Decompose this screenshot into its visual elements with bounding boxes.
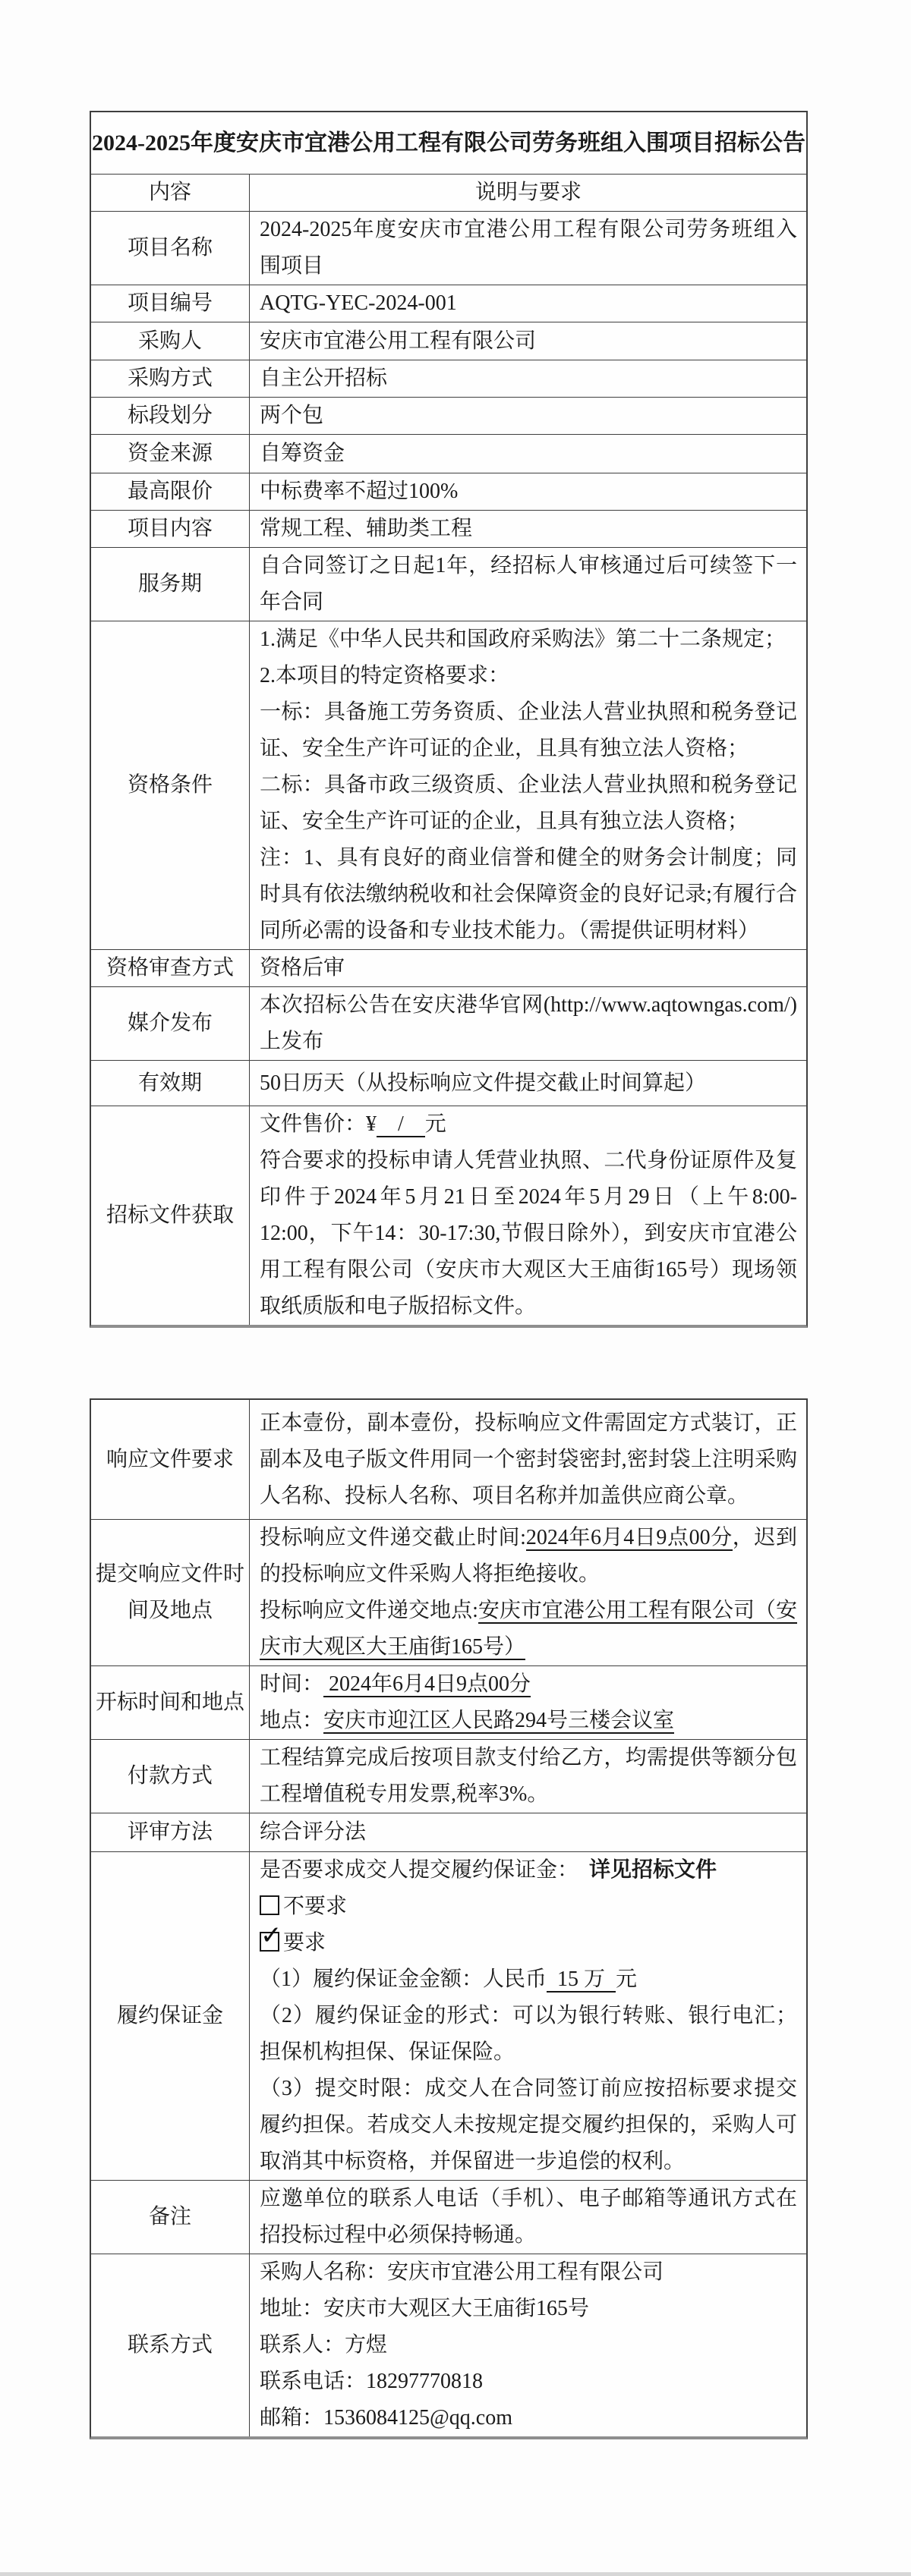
- table-row: [91, 360, 806, 397]
- row-content: [250, 322, 806, 360]
- paragraph: [260, 436, 797, 472]
- paragraph: [260, 2327, 797, 2364]
- page-bottom-edge: [0, 2572, 911, 2576]
- row-content: [250, 2181, 806, 2254]
- table-row: [91, 1060, 806, 1106]
- paragraph: [260, 987, 797, 1060]
- row-label: 最高限价: [91, 473, 250, 510]
- table-row: [91, 1739, 806, 1813]
- row-label: 付款方式: [91, 1740, 250, 1813]
- text: 投标响应文件递交地点:: [260, 1599, 478, 1622]
- paragraph: [260, 360, 797, 397]
- document-title: 2024-2025年度安庆市宜港公用工程有限公司劳务班组入围项目招标公告: [92, 130, 805, 156]
- row-content: [250, 398, 806, 434]
- row-label: 服务期: [91, 548, 250, 621]
- response-requirements-table: [90, 1398, 808, 2439]
- paragraph: [260, 1143, 797, 1325]
- paragraph: [260, 1961, 797, 1998]
- paragraph: [260, 1920, 797, 1961]
- row-content: [250, 1061, 806, 1106]
- row-content: [250, 1852, 806, 2180]
- text: （2）履约保证金的形式：可以为银行转账、银行电汇；担保机构担保、保证保险。: [260, 2004, 797, 2064]
- checkbox-checked-icon: [260, 1920, 282, 1952]
- table-row: [91, 434, 806, 473]
- text: 地址：安庆市大观区大王庙街165号: [260, 2297, 590, 2320]
- paragraph: [260, 2071, 797, 2180]
- row-content: [250, 2254, 806, 2436]
- row-label: 履约保证金: [91, 1852, 250, 2180]
- table-row: [91, 986, 806, 1060]
- text: 2.本项目的特定资格要求：: [260, 664, 510, 687]
- paragraph: [260, 1998, 797, 2071]
- row-label: 资金来源: [91, 435, 250, 473]
- text: 一标：具备施工劳务资质、企业法人营业执照和税务登记证、安全生产许可证的企业，且具有独立法人资格；: [260, 700, 797, 760]
- underlined-text: 2024年6月4日9点00分: [323, 1672, 531, 1696]
- row-content: [250, 285, 806, 322]
- row-content: [250, 1106, 806, 1325]
- paragraph: [260, 1889, 797, 1925]
- text: 工程结算完成后按项目款支付给乙方，均需提供等额分包工程增值税专用发票,税率3%。: [260, 1746, 797, 1806]
- table-row: [91, 1851, 806, 2180]
- table-row: [91, 2180, 806, 2254]
- header-col-content: 内容: [91, 175, 250, 211]
- table-row: [91, 1665, 806, 1739]
- row-content: [250, 1400, 806, 1519]
- text: 常规工程、辅助类工程: [260, 517, 473, 540]
- row-label: 标段划分: [91, 398, 250, 434]
- row-content: [250, 212, 806, 285]
- paragraph: [260, 1520, 797, 1593]
- table-row: [91, 1813, 806, 1851]
- bid-announcement-table: [90, 111, 808, 1328]
- text: 文件售价：¥: [260, 1112, 377, 1136]
- text: 1.满足《中华人民共和国政府采购法》第二十二条规定；: [260, 627, 786, 651]
- row-label: 评审方法: [91, 1813, 250, 1851]
- row-label: 提交响应文件时间及地点: [91, 1520, 250, 1665]
- paragraph: [260, 1814, 797, 1851]
- text: 应邀单位的联系人电话（手机）、电子邮箱等通讯方式在招投标过程中必须保持畅通。: [260, 2187, 797, 2247]
- text: 地点：: [260, 1709, 324, 1732]
- table-row: [91, 211, 806, 285]
- paragraph: [260, 511, 797, 547]
- text: 不要求: [283, 1895, 348, 1918]
- paragraph: [260, 658, 797, 694]
- paragraph: [260, 1593, 797, 1665]
- table-row: [91, 2254, 806, 2436]
- paragraph: [260, 398, 797, 434]
- table-header-row: [91, 174, 806, 211]
- text: AQTG-YEC-2024-001: [260, 291, 457, 315]
- underlined-text: 安庆市宜港公用工程有限公司（安庆市大观区大王庙街165号）: [260, 1599, 797, 1659]
- paragraph: [260, 548, 797, 621]
- text: 注：1、具有良好的商业信誉和健全的财务会计制度；同时具有依法缴纳税收和社会保障资金的良好记录;有履行合同所必需的设备和专业技术能力。（需提供证明材料）: [260, 846, 797, 942]
- text: 二标：具备市政三级资质、企业法人营业执照和税务登记证、安全生产许可证的企业，且具有独立法人资格；: [260, 773, 797, 833]
- text: 符合要求的投标申请人凭营业执照、二代身份证原件及复印件于2024年5月21日至2024年5月29日（上午8:00-12:00，下午14：30-17:30,节假日除外），到安庆市宜港公用工程有限公司（安庆市大观区大王庙街165号）现场领取纸质版和电子版招标文件。: [260, 1149, 797, 1318]
- row-content: [250, 987, 806, 1060]
- row-content: [250, 1666, 806, 1739]
- table-row: [91, 621, 806, 949]
- row-content: [250, 473, 806, 510]
- table-row: [91, 397, 806, 434]
- row-label: 资格审查方式: [91, 950, 250, 986]
- row-label: 项目名称: [91, 212, 250, 285]
- underlined-text: /: [377, 1112, 425, 1136]
- row-label: 项目编号: [91, 285, 250, 322]
- text: 元: [424, 1112, 446, 1136]
- table-row: [91, 1400, 806, 1519]
- paragraph: [260, 840, 797, 949]
- table-row: [91, 473, 806, 510]
- underlined-text: 15 万: [547, 1967, 616, 1991]
- text: 投标响应文件递交截止时间:: [260, 1526, 526, 1549]
- text: 要求: [283, 1931, 326, 1955]
- table-row: [91, 322, 806, 360]
- text: 元: [616, 1967, 638, 1991]
- header-col-description: 说明与要求: [474, 181, 582, 204]
- paragraph: [260, 767, 797, 840]
- text: 正本壹份，副本壹份，投标响应文件需固定方式装订，正副本及电子版文件用同一个密封袋密封,密封袋上注明采购人名称、投标人名称、项目名称并加盖供应商公章。: [260, 1411, 797, 1508]
- row-label: 响应文件要求: [91, 1400, 250, 1519]
- bold-text: 详见招标文件: [589, 1858, 717, 1882]
- text: 时间：: [260, 1672, 324, 1696]
- paragraph: [260, 2181, 797, 2254]
- paragraph: [260, 694, 797, 767]
- text: 2024-2025年度安庆市宜港公用工程有限公司劳务班组入围项目: [260, 218, 797, 278]
- paragraph: [260, 1666, 797, 1703]
- table-row: [91, 949, 806, 986]
- row-label: 项目内容: [91, 511, 250, 547]
- row-label: 联系方式: [91, 2254, 250, 2436]
- paragraph: [260, 1852, 797, 1889]
- text: 两个包: [260, 404, 324, 427]
- text: 邮箱：1536084125@qq.com: [260, 2406, 512, 2430]
- paragraph: [260, 1065, 797, 1102]
- row-content: [250, 621, 806, 949]
- table-row: [91, 547, 806, 621]
- row-label: 媒介发布: [91, 987, 250, 1060]
- table-row: [91, 285, 806, 322]
- text: 自合同签订之日起1年，经招标人审核通过后可续签下一年合同: [260, 554, 797, 614]
- text: 是否要求成交人提交履约保证金：: [260, 1858, 590, 1882]
- row-content: [250, 950, 806, 986]
- text: 联系人：方煜: [260, 2333, 388, 2357]
- paragraph: [260, 2400, 797, 2436]
- row-label: 有效期: [91, 1061, 250, 1106]
- table-row: [91, 1106, 806, 1325]
- text: 综合评分法: [260, 1820, 367, 1844]
- underlined-text: 安庆市迎江区人民路294号三楼会议室: [323, 1709, 675, 1732]
- row-content: [250, 435, 806, 473]
- paragraph: [260, 950, 797, 986]
- paragraph: [260, 2254, 797, 2291]
- paragraph: [260, 285, 797, 322]
- text: 50日历天（从投标响应文件提交截止时间算起）: [260, 1071, 707, 1095]
- text: 中标费率不超过100%: [260, 480, 459, 503]
- paragraph: [260, 323, 797, 360]
- row-content: [250, 511, 806, 547]
- text: ，迟到的投标响应文件采购人将拒绝接收。: [260, 1526, 797, 1586]
- row-content: [250, 1813, 806, 1851]
- row-content: [250, 1520, 806, 1665]
- text: 资格后审: [260, 956, 345, 980]
- text: 本次招标公告在安庆港华官网(http://www.aqtowngas.com/)上发布: [260, 993, 797, 1053]
- row-label: 采购方式: [91, 360, 250, 397]
- text: 自筹资金: [260, 442, 345, 465]
- paragraph: [260, 2364, 797, 2400]
- row-label: 采购人: [91, 322, 250, 360]
- text: 安庆市宜港公用工程有限公司: [260, 329, 537, 353]
- table-row: [91, 510, 806, 547]
- text: 自主公开招标: [260, 366, 388, 390]
- row-content: [250, 1740, 806, 1813]
- text: （3）提交时限：成交人在合同签订前应按招标要求提交履约担保。若成交人未按规定提交履约担保的，采购人可取消其中标资格，并保留进一步追偿的权利。: [260, 2077, 797, 2173]
- paragraph: [260, 1740, 797, 1813]
- paragraph: [260, 621, 797, 658]
- paragraph: [260, 1405, 797, 1514]
- checkbox-unchecked-icon: [260, 1895, 279, 1915]
- row-label: 备注: [91, 2181, 250, 2254]
- paragraph: [260, 2291, 797, 2327]
- text: 联系电话：18297770818: [260, 2370, 484, 2393]
- paragraph: [260, 212, 797, 285]
- row-label: 资格条件: [91, 621, 250, 949]
- row-content: [250, 548, 806, 621]
- table-row: [91, 1519, 806, 1665]
- row-label: 招标文件获取: [91, 1106, 250, 1325]
- paragraph: [260, 1106, 797, 1143]
- title-row: [91, 112, 806, 174]
- text: 采购人名称：安庆市宜港公用工程有限公司: [260, 2260, 664, 2284]
- text: （1）履约保证金金额：人民币: [260, 1967, 547, 1991]
- underlined-text: 2024年6月4日9点00分: [525, 1526, 733, 1549]
- paragraph: [260, 1703, 797, 1739]
- row-content: [250, 360, 806, 397]
- paragraph: [260, 473, 797, 510]
- row-label: 开标时间和地点: [91, 1666, 250, 1739]
- checkmark-icon: ✓: [260, 1920, 282, 1951]
